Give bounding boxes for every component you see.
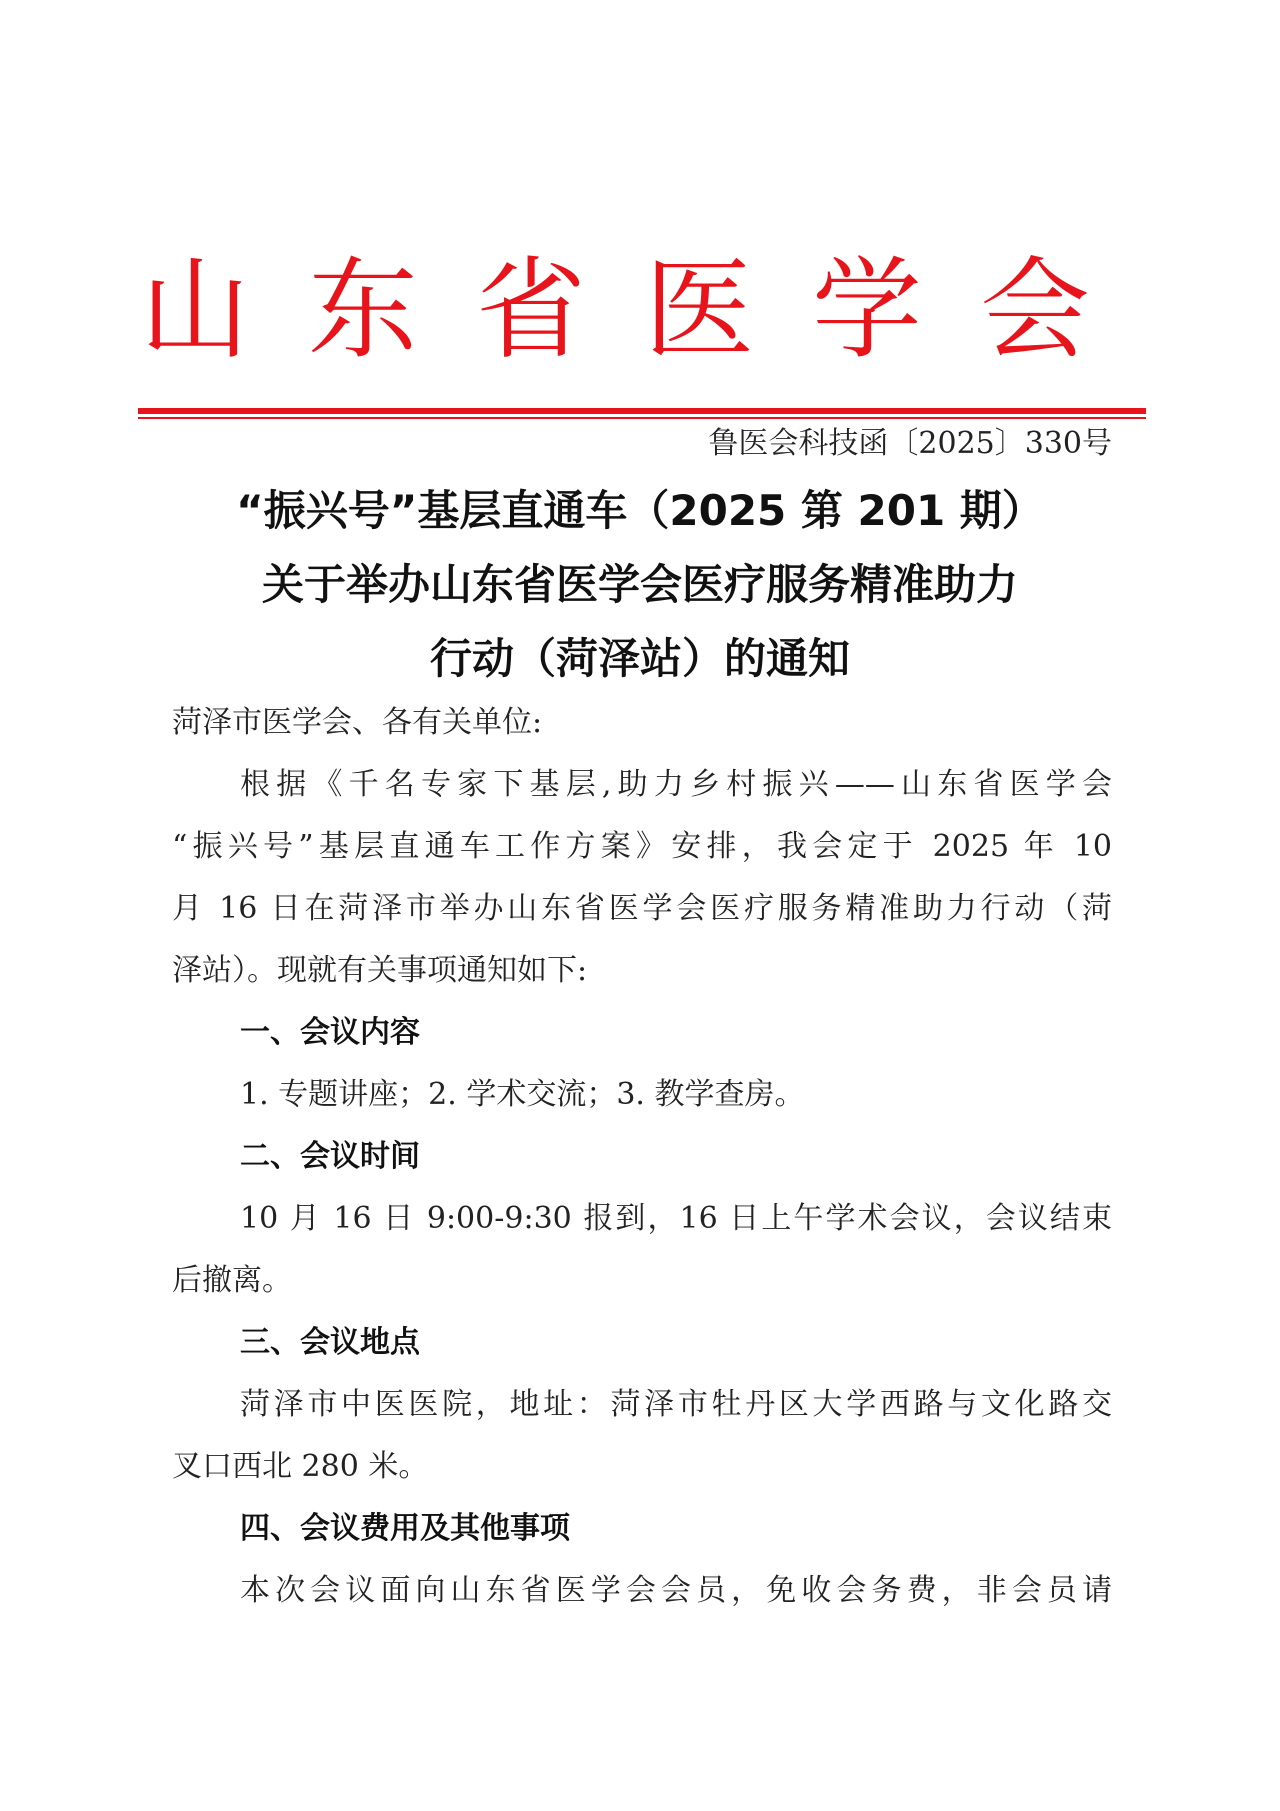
intro-line-3: 月 16 日在菏泽市举办山东省医学会医疗服务精准助力行动（菏 bbox=[172, 891, 1112, 926]
intro-line-1: 根据《千名专家下基层,助力乡村振兴——山东省医学会 bbox=[240, 767, 1112, 802]
section-heading-time: 二、会议时间 bbox=[240, 1139, 420, 1174]
org-name-header: 山东省医学会 bbox=[140, 246, 1148, 374]
title-line-1: “振兴号”基层直通车（2025 第 201 期） bbox=[236, 486, 1044, 535]
section-heading-content: 一、会议内容 bbox=[240, 1015, 420, 1050]
document-body bbox=[172, 692, 1112, 1622]
title-line-2: 关于举办山东省医学会医疗服务精准助力 bbox=[261, 560, 1018, 609]
section-heading-fees: 四、会议费用及其他事项 bbox=[240, 1511, 570, 1546]
section-location-line-2: 叉口西北 280 米。 bbox=[172, 1449, 429, 1484]
section-content-line-1: 1. 专题讲座；2. 学术交流；3. 教学查房。 bbox=[240, 1077, 805, 1112]
intro-line-2: “振兴号”基层直通车工作方案》安排，我会定于 2025 年 10 bbox=[172, 829, 1112, 864]
section-time-line-2: 后撤离。 bbox=[172, 1263, 292, 1298]
section-fees-line-1: 本次会议面向山东省医学会会员，免收会务费，非会员请 bbox=[240, 1573, 1112, 1608]
section-heading-location: 三、会议地点 bbox=[240, 1325, 420, 1360]
red-divider-thin bbox=[138, 417, 1146, 419]
salutation: 菏泽市医学会、各有关单位: bbox=[172, 705, 543, 740]
intro-line-4: 泽站）。现就有关事项通知如下: bbox=[172, 953, 588, 988]
red-divider-thick bbox=[138, 408, 1146, 414]
title-line-3: 行动（菏泽站）的通知 bbox=[429, 634, 850, 683]
section-time-line-1: 10 月 16 日 9:00-9:30 报到，16 日上午学术会议，会议结束 bbox=[240, 1201, 1112, 1236]
document-title bbox=[140, 474, 1140, 696]
document-number: 鲁医会科技函〔2025〕330号 bbox=[708, 426, 1112, 461]
section-location-line-1: 菏泽市中医医院，地址：菏泽市牡丹区大学西路与文化路交 bbox=[240, 1387, 1112, 1422]
